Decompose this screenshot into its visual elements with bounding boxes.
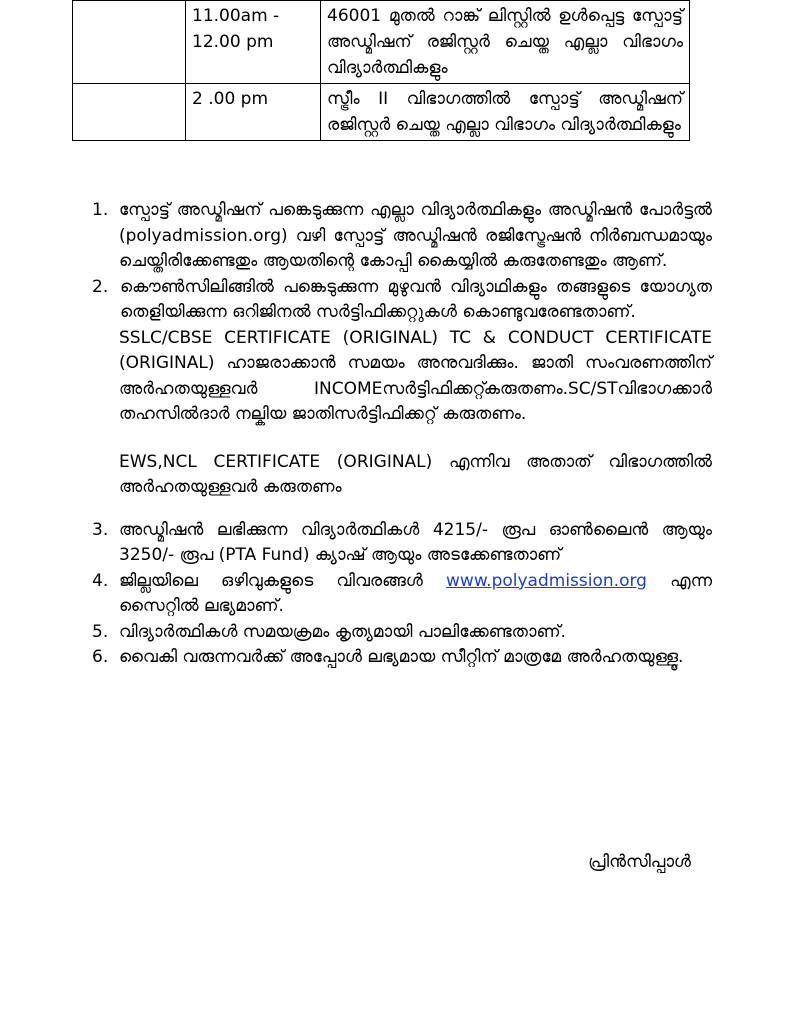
time-cell: 2 .00 pm (186, 84, 321, 141)
table-row (73, 1, 690, 84)
item-text: സ്പോട്ട് അഡ്മിഷന് പങ്കെടുക്കുന്ന എല്ലാ വിദ്യാർത്ഥികളും അഡ്മിഷൻ പോർട്ടൽ (polyadmission.org) വഴി സ്പോട്ട് അഡ്മിഷൻ രജിസ്ട്രേഷൻ നിർബന്ധമായും ചെയ്തിരിക്കേണ്ടതും ആയതിന്റെ കോപ്പി കൈയ്യിൽ കരുതേണ്ടതും ആണ്. (119, 200, 712, 271)
time-cell (186, 1, 321, 84)
item-text: വൈകി വരുന്നവർക്ക് അപ്പോൾ ലഭ്യമായ സീറ്റിന് മാത്രമേ അർഹതയുള്ളൂ. (119, 647, 684, 667)
list-item (92, 275, 712, 326)
item-text-pre: ജില്ലയിലെ ഒഴിവുകളുടെ വിവരങ്ങൾ (119, 570, 447, 591)
ews-note: EWS,NCL CERTIFICATE (ORIGINAL) എന്നിവ അതാത് വിഭാഗത്തിൽ അർഹതയുള്ളവർ കരുതണം (119, 451, 712, 497)
table-cell-empty (73, 1, 186, 84)
list-item (92, 198, 712, 275)
item-text-post: എന്ന സൈറ്റിൽ ലഭ്യമാണ്. (119, 570, 713, 616)
list-item (92, 569, 712, 620)
certificate-note: SSLC/CBSE CERTIFICATE (ORIGINAL) TC & CONDUCT CERTIFICATE (ORIGINAL) ഹാജരാക്കാൻ സമയം അനുവദിക്കും. ജാതി സംവരണത്തിന് അർഹതയുള്ളവർ INCOMEസർട്ടിഫിക്കറ്റ്കരുതണം.SC/STവിഭാഗക്കാർ തഹസിൽദാർ നല്കിയ ജാതിസർട്ടിഫിക്കറ്റ് കരുതണം. (119, 327, 712, 424)
signature-principal: പ്രിൻസിപ്പാൾ (588, 852, 691, 872)
item-number: 2. (92, 276, 109, 297)
time-text-line2: 12.00 pm (192, 32, 274, 52)
spacer (92, 428, 712, 450)
polyadmission-link[interactable]: www.polyadmission.org (446, 570, 647, 591)
item-text (119, 569, 712, 620)
item-number: 5. (92, 621, 109, 642)
item-number: 4. (92, 570, 109, 591)
item-text: കൌൺസിലിങ്ങിൽ പങ്കെടുക്കുന്ന മുഴുവൻ വിദ്യാഥികളും തങ്ങളുടെ യോഗ്യത തെളിയിക്കുന്ന ഒറിജിനൽ സർട്ടിഫിക്കറ്റുകൾ കൊണ്ടുവരേണ്ടതാണ്. (120, 276, 712, 322)
instructions-list (92, 198, 712, 671)
list-item (92, 620, 712, 646)
time-text-line1: 11.00am - (192, 6, 280, 26)
item-number: 6. (92, 647, 109, 667)
description-cell: 46001 മുതൽ റാങ്ക് ലിസ്റ്റിൽ ഉൾപ്പെട്ട സ്പോട്ട് അഡ്മിഷന് രജിസ്റ്റർ ചെയ്ത എല്ലാ വിഭാഗം വിദ്യാർത്ഥികളും (321, 1, 690, 84)
item-text: വിദ്യാർത്ഥികൾ സമയക്രമം കൃത്യമായി പാലിക്കേണ്ടതാണ്. (119, 621, 566, 642)
item-number: 1. (92, 200, 109, 220)
spacer (92, 501, 712, 518)
description-cell: സ്ട്രീം II വിഭാഗത്തിൽ സ്പോട്ട് അഡ്മിഷന് രജിസ്റ്റർ ചെയ്ത എല്ലാ വിഭാഗം വിദ്യാർത്ഥികളും (321, 84, 690, 141)
item-number: 3. (92, 519, 109, 540)
table-row (73, 84, 690, 141)
schedule-table (72, 0, 690, 141)
table-cell-empty (73, 84, 186, 141)
list-item (92, 518, 712, 569)
item-text: അഡ്മിഷൻ ലഭിക്കുന്ന വിദ്യാർത്ഥികൾ 4215/- രൂപ ഓൺലൈൻ ആയും 3250/- രൂപ (PTA Fund) ക്യാഷ് ആയും അടക്കേണ്ടതാണ് (119, 519, 712, 565)
list-item (92, 645, 712, 671)
